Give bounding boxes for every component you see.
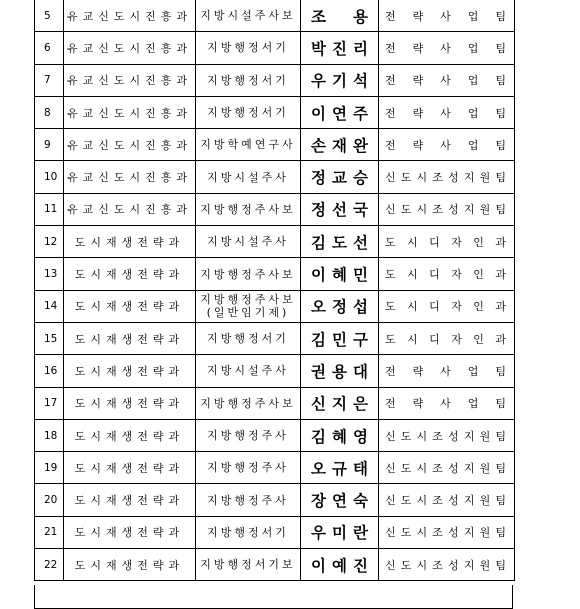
char: 자 (451, 235, 462, 249)
rank-cell (196, 420, 301, 451)
char: 영 (353, 427, 368, 446)
char: 선 (353, 233, 368, 252)
person-name (301, 452, 379, 483)
char: 전 (385, 106, 396, 120)
char: 연 (332, 492, 347, 511)
char: 업 (467, 41, 479, 55)
char: 디 (429, 235, 440, 249)
char: 략 (412, 41, 424, 55)
rank-label: 지방시설주사 (207, 235, 289, 249)
char: 디 (429, 268, 440, 282)
char: 시 (416, 558, 428, 572)
department-cell: 도시재생전략과 (64, 291, 196, 322)
team-cell (379, 291, 514, 322)
char: 원 (479, 429, 491, 443)
department-cell: 유교신도시진흥과 (64, 97, 196, 128)
char: 우 (311, 524, 326, 543)
char: 이 (311, 556, 326, 575)
char: 업 (467, 138, 479, 152)
char: 과 (495, 268, 506, 282)
char: 조 (432, 526, 443, 540)
team-cell (379, 420, 514, 451)
char: 재 (332, 136, 347, 155)
row-number: 19 (35, 452, 64, 483)
rank-cell (196, 452, 301, 483)
rank-cell (196, 65, 301, 96)
char: 팀 (495, 106, 506, 120)
table-row (35, 549, 514, 581)
char: 시 (416, 494, 428, 508)
char: 사 (440, 74, 451, 88)
char: 도 (385, 268, 396, 282)
char: 이 (311, 104, 326, 123)
char: 신 (385, 203, 396, 217)
team-cell (379, 452, 514, 483)
char: 민 (332, 330, 347, 349)
rank-label: 지방행정서기 (207, 332, 289, 346)
rank-label: 지방시설주사 (207, 364, 289, 378)
team-cell (379, 226, 514, 257)
rank-cell (196, 32, 301, 63)
table-row (35, 161, 514, 193)
char: 시 (407, 300, 418, 314)
char: 팀 (495, 558, 506, 572)
char: 기 (332, 72, 347, 91)
char: 디 (429, 300, 440, 314)
char: 업 (467, 106, 479, 120)
char: 지 (463, 526, 475, 540)
char: 팀 (495, 364, 506, 378)
char: 과 (495, 300, 506, 314)
char: 팀 (495, 9, 506, 23)
char: 성 (448, 494, 459, 508)
team-cell (379, 323, 514, 354)
table-row (35, 0, 514, 32)
char: 신 (385, 494, 396, 508)
char: 인 (473, 332, 484, 346)
table-row (35, 484, 514, 516)
rank-cell (196, 517, 301, 548)
rank-label: 지방시설주사보 (200, 9, 296, 23)
char: 원 (479, 558, 491, 572)
char: 구 (353, 330, 368, 349)
char: 신 (385, 171, 396, 185)
char: 완 (353, 136, 368, 155)
char: 원 (479, 171, 491, 185)
row-number: 12 (35, 226, 64, 257)
char: 태 (353, 459, 368, 478)
team-cell (379, 65, 514, 96)
char: 도 (385, 235, 396, 249)
table-row (35, 258, 514, 290)
char: 주 (353, 104, 368, 123)
table-row (35, 420, 514, 452)
person-name (301, 388, 379, 419)
team-cell (379, 388, 514, 419)
team-cell (379, 258, 514, 289)
row-number: 20 (35, 484, 64, 515)
table-row (35, 388, 514, 420)
person-name (301, 226, 379, 257)
char: 원 (479, 494, 491, 508)
char: 지 (463, 171, 475, 185)
char: 시 (416, 429, 428, 443)
person-name (301, 323, 379, 354)
personnel-table (34, 0, 515, 581)
char: 략 (412, 138, 424, 152)
rank-cell (196, 161, 301, 192)
table-row (35, 291, 514, 323)
char: 사 (440, 9, 451, 23)
team-cell (379, 161, 514, 192)
char: 자 (451, 300, 462, 314)
char: 오 (311, 459, 326, 478)
rank-cell (196, 484, 301, 515)
char: 업 (467, 74, 479, 88)
char: 미 (332, 524, 347, 543)
char: 도 (385, 332, 396, 346)
char: 시 (407, 268, 418, 282)
char: 대 (353, 362, 368, 381)
rank-cell (196, 258, 301, 289)
char: 시 (416, 171, 428, 185)
rank-cell (196, 129, 301, 160)
department-cell: 도시재생전략과 (64, 355, 196, 386)
char: 정 (332, 298, 347, 317)
char: 성 (448, 558, 459, 572)
rank-cell (196, 194, 301, 225)
row-number: 16 (35, 355, 64, 386)
rank-label: 지방행정서기 (207, 106, 289, 120)
person-name (301, 161, 379, 192)
table-row (35, 65, 514, 97)
table-row (35, 355, 514, 387)
rank-label: 지방행정주사보 (200, 293, 296, 307)
row-number: 10 (35, 161, 64, 192)
rank-label: 지방행정주사보 (200, 267, 296, 281)
char: 략 (412, 106, 424, 120)
char: 팀 (495, 138, 506, 152)
char: 은 (353, 395, 368, 414)
rank-label: 지방행정서기 (207, 73, 289, 87)
char: 전 (385, 9, 396, 23)
person-name (301, 194, 379, 225)
char: 신 (385, 526, 396, 540)
person-name (301, 549, 379, 580)
row-number: 8 (35, 97, 64, 128)
char: 선 (332, 201, 347, 220)
char: 도 (400, 461, 412, 475)
char: 조 (432, 558, 443, 572)
char: 팀 (495, 429, 506, 443)
char: 성 (448, 461, 459, 475)
char: 성 (448, 429, 459, 443)
char: 자 (451, 332, 462, 346)
person-name (301, 32, 379, 63)
char: 사 (440, 106, 451, 120)
char: 석 (353, 72, 368, 91)
team-cell (379, 129, 514, 160)
team-cell (379, 32, 514, 63)
char: 손 (311, 136, 326, 155)
person-name (301, 420, 379, 451)
char: 신 (385, 461, 396, 475)
table-footer-space (34, 585, 513, 609)
row-number: 7 (35, 65, 64, 96)
department-cell: 도시재생전략과 (64, 549, 196, 580)
char: 지 (463, 203, 475, 217)
char: 성 (448, 171, 459, 185)
rank-label: 지방행정주사보 (200, 202, 296, 216)
char: 디 (429, 332, 440, 346)
char: 조 (432, 429, 443, 443)
char: 인 (473, 235, 484, 249)
rank-label: 지방행정주사 (207, 461, 289, 475)
char: 지 (463, 494, 475, 508)
char: 팀 (495, 461, 506, 475)
char: 전 (385, 364, 396, 378)
char: 도 (400, 171, 412, 185)
char: 도 (400, 558, 412, 572)
char: 섭 (353, 298, 368, 317)
table-row (35, 323, 514, 355)
row-number: 11 (35, 194, 64, 225)
char: 박 (311, 39, 326, 58)
char: 도 (400, 203, 412, 217)
char: 팀 (495, 397, 506, 411)
char: 진 (332, 39, 347, 58)
char: 시 (416, 526, 428, 540)
char: 도 (400, 526, 412, 540)
char: 전 (385, 74, 396, 88)
char: 이 (311, 266, 326, 285)
table-row (35, 452, 514, 484)
rank-label: 지방학예연구사 (200, 138, 296, 152)
char: 조 (432, 203, 443, 217)
rank-cell (196, 97, 301, 128)
department-cell: 도시재생전략과 (64, 484, 196, 515)
char: 사 (440, 138, 451, 152)
char: 과 (495, 235, 506, 249)
char: 우 (311, 72, 326, 91)
char: 인 (473, 300, 484, 314)
char: 도 (332, 233, 347, 252)
char: 진 (353, 556, 368, 575)
char: 신 (385, 558, 396, 572)
rank-label: 지방행정주사 (207, 493, 289, 507)
rank-label: 지방행정주사 (207, 429, 289, 442)
char: 신 (311, 395, 326, 414)
char: 시 (407, 332, 418, 346)
table-row (35, 517, 514, 549)
table-row (35, 32, 514, 64)
char: 장 (311, 492, 326, 511)
row-number: 6 (35, 32, 64, 63)
char: 팀 (495, 171, 506, 185)
department-cell: 유교신도시진흥과 (64, 0, 196, 31)
department-cell: 유교신도시진흥과 (64, 129, 196, 160)
rank-cell (196, 226, 301, 257)
char: 전 (385, 138, 396, 152)
person-name (301, 258, 379, 289)
char: 팀 (495, 494, 506, 508)
department-cell: 유교신도시진흥과 (64, 32, 196, 63)
char: 국 (353, 201, 368, 220)
table-row (35, 129, 514, 161)
person-name (301, 0, 379, 31)
char: 정 (311, 169, 326, 188)
char: 원 (479, 203, 491, 217)
char: 과 (495, 332, 506, 346)
rank-cell (196, 0, 301, 31)
row-number: 17 (35, 388, 64, 419)
char: 업 (467, 364, 479, 378)
team-cell (379, 355, 514, 386)
char: 성 (448, 526, 459, 540)
rank-cell (196, 291, 301, 322)
char: 민 (353, 266, 368, 285)
row-number: 5 (35, 0, 64, 31)
char: 혜 (332, 266, 347, 285)
char: 팀 (495, 74, 506, 88)
char: 혜 (332, 427, 347, 446)
department-cell: 도시재생전략과 (64, 452, 196, 483)
char: 오 (311, 298, 326, 317)
row-number: 9 (35, 129, 64, 160)
department-cell: 유교신도시진흥과 (64, 194, 196, 225)
char: 원 (479, 526, 491, 540)
char: 교 (332, 169, 347, 188)
department-cell: 도시재생전략과 (64, 258, 196, 289)
char: 략 (412, 9, 424, 23)
char: 시 (407, 235, 418, 249)
person-name (301, 291, 379, 322)
row-number: 14 (35, 291, 64, 322)
rank-cell (196, 549, 301, 580)
char: 도 (400, 494, 412, 508)
char: 조 (432, 461, 443, 475)
row-number: 13 (35, 258, 64, 289)
char: 지 (463, 461, 475, 475)
char: 김 (311, 427, 326, 446)
char: 도 (385, 300, 396, 314)
person-name (301, 355, 379, 386)
char: 예 (332, 556, 347, 575)
department-cell: 도시재생전략과 (64, 388, 196, 419)
char: 팀 (495, 41, 506, 55)
table-row (35, 194, 514, 226)
char: 사 (440, 41, 451, 55)
team-cell (379, 517, 514, 548)
rank-cell (196, 388, 301, 419)
department-cell: 도시재생전략과 (64, 323, 196, 354)
department-cell: 도시재생전략과 (64, 226, 196, 257)
char: 시 (416, 203, 428, 217)
table-row (35, 226, 514, 258)
team-cell (379, 194, 514, 225)
person-name (301, 65, 379, 96)
char: 정 (311, 201, 326, 220)
char: 사 (440, 364, 451, 378)
char: 지 (463, 558, 475, 572)
rank-cell (196, 355, 301, 386)
team-cell (379, 549, 514, 580)
char: 김 (311, 330, 326, 349)
char: 업 (467, 397, 479, 411)
rank-label: 지방행정주사보 (200, 396, 296, 410)
char: 조 (432, 494, 443, 508)
char: 팀 (495, 526, 506, 540)
char: 인 (473, 268, 484, 282)
rank-label: 지방행정서기 (207, 41, 289, 55)
department-cell: 도시재생전략과 (64, 517, 196, 548)
char: 략 (412, 74, 424, 88)
department-cell: 도시재생전략과 (64, 420, 196, 451)
team-cell (379, 97, 514, 128)
char: 리 (353, 39, 368, 58)
char: 규 (332, 459, 347, 478)
department-cell: 유교신도시진흥과 (64, 161, 196, 192)
row-number: 21 (35, 517, 64, 548)
row-number: 18 (35, 420, 64, 451)
char: 권 (311, 362, 326, 381)
person-name (301, 517, 379, 548)
char: 원 (479, 461, 491, 475)
row-number: 22 (35, 549, 64, 580)
char: 신 (385, 429, 396, 443)
person-name (301, 129, 379, 160)
char: 지 (332, 395, 347, 414)
person-name (301, 484, 379, 515)
table-row (35, 97, 514, 129)
char: 성 (448, 203, 459, 217)
department-cell: 유교신도시진흥과 (64, 65, 196, 96)
char: 란 (353, 524, 368, 543)
char: 략 (412, 397, 424, 411)
row-number: 15 (35, 323, 64, 354)
char: 자 (451, 268, 462, 282)
rank-label: 지방시설주사 (207, 170, 289, 184)
char: 략 (412, 364, 424, 378)
char: 승 (353, 169, 368, 188)
char: 지 (463, 429, 475, 443)
char: 전 (385, 397, 396, 411)
team-cell (379, 0, 514, 31)
rank-label: 지방행정서기 (207, 525, 289, 539)
char: 시 (416, 461, 428, 475)
rank-cell (196, 323, 301, 354)
char: 김 (311, 233, 326, 252)
char: 전 (385, 41, 396, 55)
char: 숙 (353, 492, 368, 511)
char: 팀 (495, 203, 506, 217)
team-cell (379, 484, 514, 515)
char: 업 (467, 9, 479, 23)
char: 연 (332, 104, 347, 123)
rank-note: (일반임기제) (206, 306, 290, 320)
char: 용 (332, 362, 347, 381)
person-name (301, 97, 379, 128)
char: 사 (440, 397, 451, 411)
char: 조 (311, 7, 326, 26)
char: 도 (400, 429, 412, 443)
char: 조 (432, 171, 443, 185)
rank-label: 지방행정서기보 (200, 558, 296, 572)
char: 용 (353, 7, 368, 26)
